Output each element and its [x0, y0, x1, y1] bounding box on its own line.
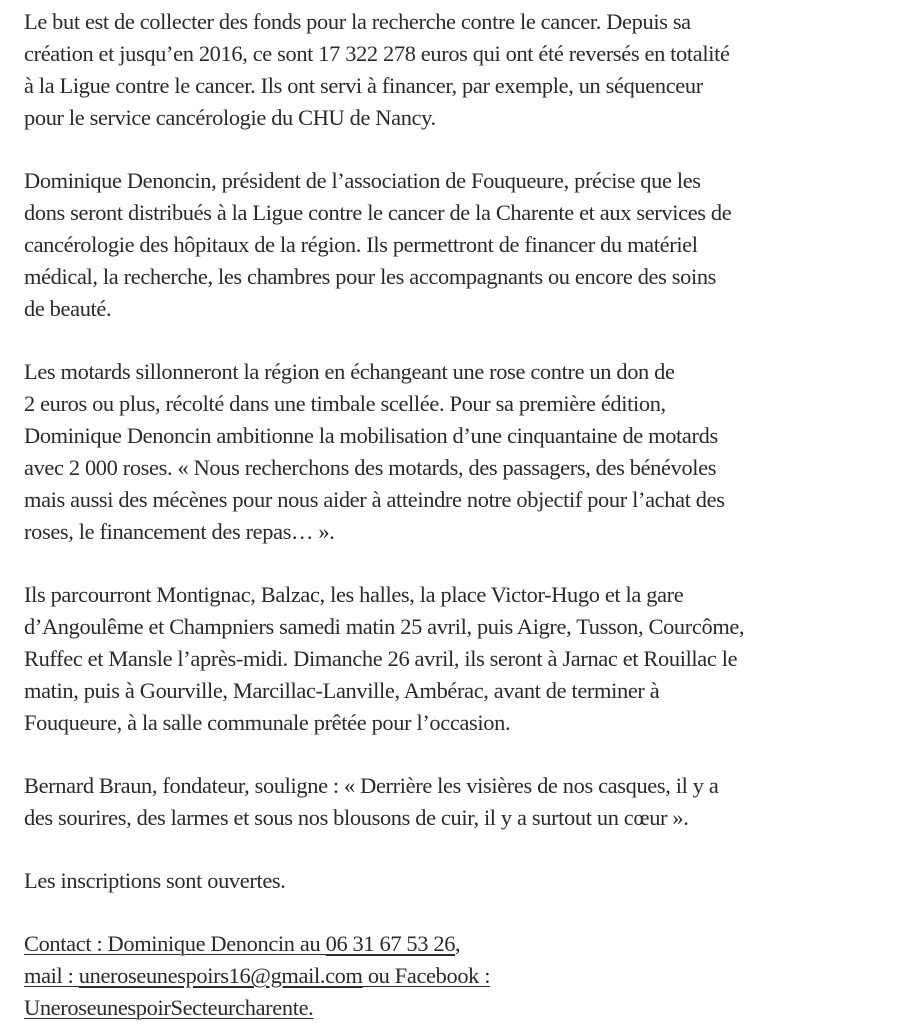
facebook-link[interactable]: UneroseunespoirSecteurcharente.	[24, 995, 314, 1020]
contact-block	[24, 928, 902, 1024]
text-line: Le but est de collecter des fonds pour la recherche contre le cancer. Depuis sa	[24, 9, 691, 34]
text-line: cancérologie des hôpitaux de la région. Ils permettront de financer du matériel	[24, 232, 698, 257]
text-line: de beauté.	[24, 296, 112, 321]
text-line: mais aussi des mécènes pour nous aider à atteindre notre objectif pour l’achat des	[24, 487, 725, 512]
text-line: des sourires, des larmes et sous nos blousons de cuir, il y a surtout un cœur ».	[24, 805, 689, 830]
text-line: roses, le financement des repas… ».	[24, 519, 335, 544]
text-line: Ruffec et Mansle l’après-midi. Dimanche 26 avril, ils seront à Jarnac et Rouillac le	[24, 646, 738, 671]
mail-label: mail :	[24, 963, 79, 988]
text-line: Les inscriptions sont ouvertes.	[24, 868, 286, 893]
paragraph-route	[24, 579, 902, 739]
contact-line	[24, 960, 902, 992]
text-line: matin, puis à Gourville, Marcillac-Lanville, Ambérac, avant de terminer à	[24, 678, 660, 703]
text-line: 2 euros ou plus, récolté dans une timbale scellée. Pour sa première édition,	[24, 391, 666, 416]
text-line: Dominique Denoncin ambitionne la mobilisation d’une cinquantaine de motards	[24, 423, 718, 448]
text-line: Dominique Denoncin, président de l’association de Fouqueure, précise que les	[24, 168, 701, 193]
paragraph-founder-quote	[24, 770, 902, 834]
phone-link[interactable]: 06 31 67 53 26	[325, 931, 456, 956]
contact-label: Contact : Dominique Denoncin au	[24, 931, 326, 956]
paragraph-roses-event	[24, 356, 902, 548]
text-line: Fouqueure, à la salle communale prêtée pour l’occasion.	[24, 710, 511, 735]
contact-separator: ,	[455, 931, 461, 956]
text-line: à la Ligue contre le cancer. Ils ont servi à financer, par exemple, un séquenceur	[24, 73, 703, 98]
facebook-label: ou Facebook :	[362, 963, 491, 988]
contact-line	[24, 928, 902, 960]
paragraph-registrations	[24, 865, 902, 897]
email-link[interactable]: uneroseunespoirs16@gmail.com	[78, 963, 363, 988]
text-line: Bernard Braun, fondateur, souligne : « Derrière les visières de nos casques, il y a	[24, 773, 719, 798]
text-line: avec 2 000 roses. « Nous recherchons des motards, des passagers, des bénévoles	[24, 455, 717, 480]
text-line: pour le service cancérologie du CHU de Nancy.	[24, 105, 436, 130]
paragraph-donations-use	[24, 165, 902, 325]
text-line: Les motards sillonneront la région en échangeant une rose contre un don de	[24, 359, 675, 384]
text-line: création et jusqu’en 2016, ce sont 17 322 278 euros qui ont été reversés en totalité	[24, 41, 730, 66]
text-line: d’Angoulême et Champniers samedi matin 25 avril, puis Aigre, Tusson, Courcôme,	[24, 614, 745, 639]
text-line: médical, la recherche, les chambres pour les accompagnants ou encore des soins	[24, 264, 717, 289]
text-line: dons seront distribués à la Ligue contre le cancer de la Charente et aux services de	[24, 200, 732, 225]
contact-line	[24, 992, 902, 1024]
paragraph-fundraising-goal	[24, 0, 902, 134]
text-line: Ils parcourront Montignac, Balzac, les halles, la place Victor-Hugo et la gare	[24, 582, 684, 607]
